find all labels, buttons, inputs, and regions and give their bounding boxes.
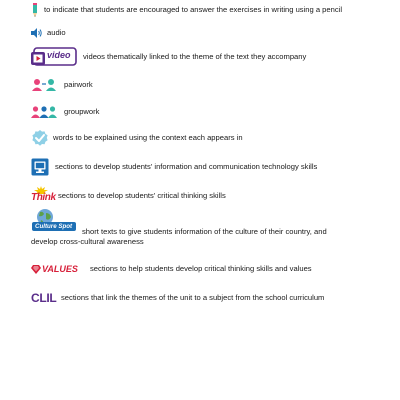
legend-row-audio: [31, 27, 376, 39]
groupwork-icon: [31, 106, 57, 118]
legend-row-think: [31, 186, 376, 206]
legend-row-words: [31, 129, 376, 147]
speaker-icon: [31, 28, 43, 38]
values-logo-label: VALUES: [42, 264, 78, 274]
legend-row-culture: [31, 208, 376, 246]
clil-logo: [31, 291, 57, 305]
legend-text-ict: sections to develop students' information and communication technology skills: [55, 162, 318, 171]
pairwork-icon: [31, 78, 57, 92]
legend-row-values: [31, 262, 376, 276]
legend-row-clil: [31, 290, 376, 306]
legend-text-values: sections to help students develop critical thinking skills and values: [90, 264, 312, 273]
legend-row-pencil: [31, 3, 376, 17]
legend-text-pencil: to indicate that students are encouraged to answer the exercises in writing using a pencil: [44, 5, 343, 14]
legend-text-clil: sections that link the themes of the unit to a subject from the school curriculum: [61, 293, 325, 302]
checkmark-badge-icon: [31, 129, 49, 147]
think-logo-label: Think: [31, 192, 56, 203]
legend-text-pairwork: pairwork: [64, 80, 93, 89]
legend-text-words: words to be explained using the context each appears in: [53, 133, 243, 142]
legend-text-audio: audio: [47, 28, 66, 37]
legend-row-video: [31, 46, 376, 68]
computer-icon: [31, 158, 49, 176]
video-badge-label: video: [47, 50, 71, 60]
culture-spot-label: Culture Spot: [35, 222, 73, 230]
values-logo: [31, 264, 86, 274]
legend-text-video: videos thematically linked to the theme of the text they accompany: [83, 52, 307, 61]
legend-row-pairwork: [31, 77, 376, 93]
clil-logo-label: CLIL: [31, 291, 57, 305]
pencil-icon: [31, 3, 39, 17]
legend-row-groupwork: [31, 105, 376, 119]
legend-text-think: sections to develop students' critical thinking skills: [58, 191, 226, 200]
legend-text-culture: short texts to give students information of the culture of their country, and develop cross-cultural awareness: [31, 227, 327, 246]
video-badge-icon: [31, 46, 77, 68]
legend-row-ict: [31, 158, 376, 176]
think-logo: [31, 186, 55, 206]
legend-text-groupwork: groupwork: [64, 107, 100, 116]
